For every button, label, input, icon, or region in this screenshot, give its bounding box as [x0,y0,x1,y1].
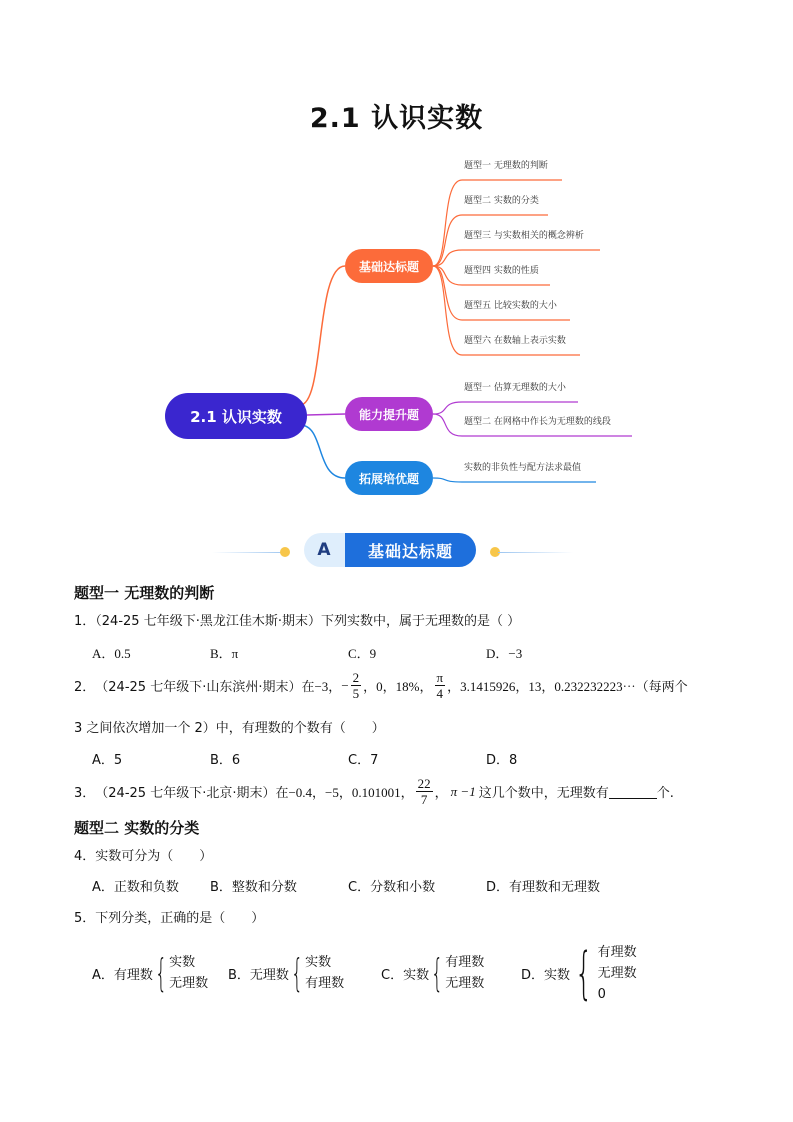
option-a: A．5 [92,753,123,768]
option-prefix: C．实数 [381,967,430,983]
fraction-numerator: π [436,670,444,685]
left-brace: { [290,951,304,995]
brace-item: 0 [597,987,606,1002]
question-stem: （24-25 七年级下·黑龙江佳木斯·期末）下列实数中，属于无理数的是（ ） [95,614,521,629]
brace-group [153,952,208,994]
question-2-line-2: 3 之间依次增加一个 2）中，有理数的个数有（ ） [74,721,385,736]
section-banner-letter: A [317,540,331,560]
math-expression: π −1 [450,783,476,799]
left-brace: { [154,951,168,995]
section-banner-title: 基础达标题 [345,533,476,567]
option-prefix: A．有理数 [92,967,153,983]
question-text: 这几个数中，无理数有 [478,786,609,801]
option-c: C．9 [348,646,377,661]
question-text: −0.4，−5，0.101001， [288,785,414,800]
document-title: 2.1 认识实数 [309,103,484,134]
mind-map-leaf: 题型五 比较实数的大小 [464,301,557,311]
brace-item: 有理数 [305,976,345,991]
option-a [92,952,208,994]
option-b: B．π [210,646,239,661]
fraction [435,670,446,701]
fraction-denominator: 7 [420,792,428,807]
option-c: C．分数和小数 [348,880,436,895]
question-text: −3， [314,679,342,694]
mind-map-branch-advanced: 能力提升题 [345,397,433,431]
question-number: 3． [74,786,96,801]
fraction-numerator: 22 [417,776,431,791]
brace-group [289,952,344,994]
option-d: D．8 [486,753,518,768]
banner-left-dot [280,547,290,557]
mind-map-branch-basic: 基础达标题 [345,249,433,283]
brace-group [429,952,484,994]
option-b: B．6 [210,753,241,768]
question-number: 1． [74,614,96,629]
brace-item: 无理数 [445,976,485,991]
option-prefix: B．无理数 [228,967,289,983]
question-3 [74,776,674,807]
answer-blank[interactable] [609,785,657,799]
question-number: 2． [74,680,96,695]
question-text: ，3.1415926，13，0.232232223⋯（每两个 [447,679,688,694]
left-brace: { [574,940,593,1006]
brace-item: 实数 [169,955,196,970]
brace-item: 实数 [305,955,332,970]
mind-map-leaf: 题型六 在数轴上表示实数 [464,336,566,346]
question-stem: 实数可分为（ ） [95,849,213,864]
left-brace: { [431,951,444,995]
option-d: D．有理数和无理数 [486,880,601,895]
question-5 [74,907,264,926]
question-number: 4． [74,849,96,864]
option-a: A．0.5 [92,646,131,661]
question-4 [74,845,212,864]
fraction-numerator: 2 [352,670,360,685]
question-text: （24-25 七年级下·北京·期末）在 [95,786,289,801]
mind-map-leaf: 题型一 无理数的判断 [464,161,548,171]
brace-item: 有理数 [445,955,485,970]
mind-map-leaf: 题型一 估算无理数的大小 [464,383,566,393]
brace-group [570,942,637,1005]
question-text: 个. [656,786,674,801]
mind-map-leaf: 实数的非负性与配方法求最值 [464,463,582,473]
section-heading: 题型二 实数的分类 [74,819,200,837]
question-text: − [341,677,349,693]
option-prefix: D．实数 [521,968,571,983]
question-text: （24-25 七年级下·山东滨州·期末）在 [95,680,315,695]
option-b [228,952,344,994]
option-a: A．正数和负数 [92,880,179,895]
option-c [381,952,484,994]
brace-item: 无理数 [597,966,637,981]
mind-map-leaf: 题型二 实数的分类 [464,196,539,206]
question-stem: 下列分类，正确的是（ ） [95,911,265,926]
question-text: ， [434,785,448,800]
option-d [521,942,637,1005]
mind-map-leaf: 题型二 在网格中作长为无理数的线段 [464,417,611,427]
fraction-denominator: 4 [436,686,444,701]
mind-map-leaf: 题型四 实数的性质 [464,266,539,276]
question-number: 5． [74,911,96,926]
fraction [351,670,362,701]
brace-item: 有理数 [597,945,637,960]
fraction-denominator: 5 [352,686,360,701]
option-b: B．整数和分数 [210,880,297,895]
option-d: D．−3 [486,646,523,661]
banner-left-line [212,552,287,553]
fraction [416,776,433,807]
brace-item: 无理数 [169,976,209,991]
banner-right-line [498,552,573,553]
option-c: C．7 [348,753,379,768]
mind-map-leaf: 题型三 与实数相关的概念辨析 [464,231,584,241]
question-text: ，0，18%， [363,679,433,694]
mind-map-root: 2.1 认识实数 [165,393,307,439]
mind-map-branch-extension: 拓展培优题 [345,461,433,495]
question-1 [74,610,520,629]
question-2 [74,670,688,701]
section-heading: 题型一 无理数的判断 [74,584,215,602]
